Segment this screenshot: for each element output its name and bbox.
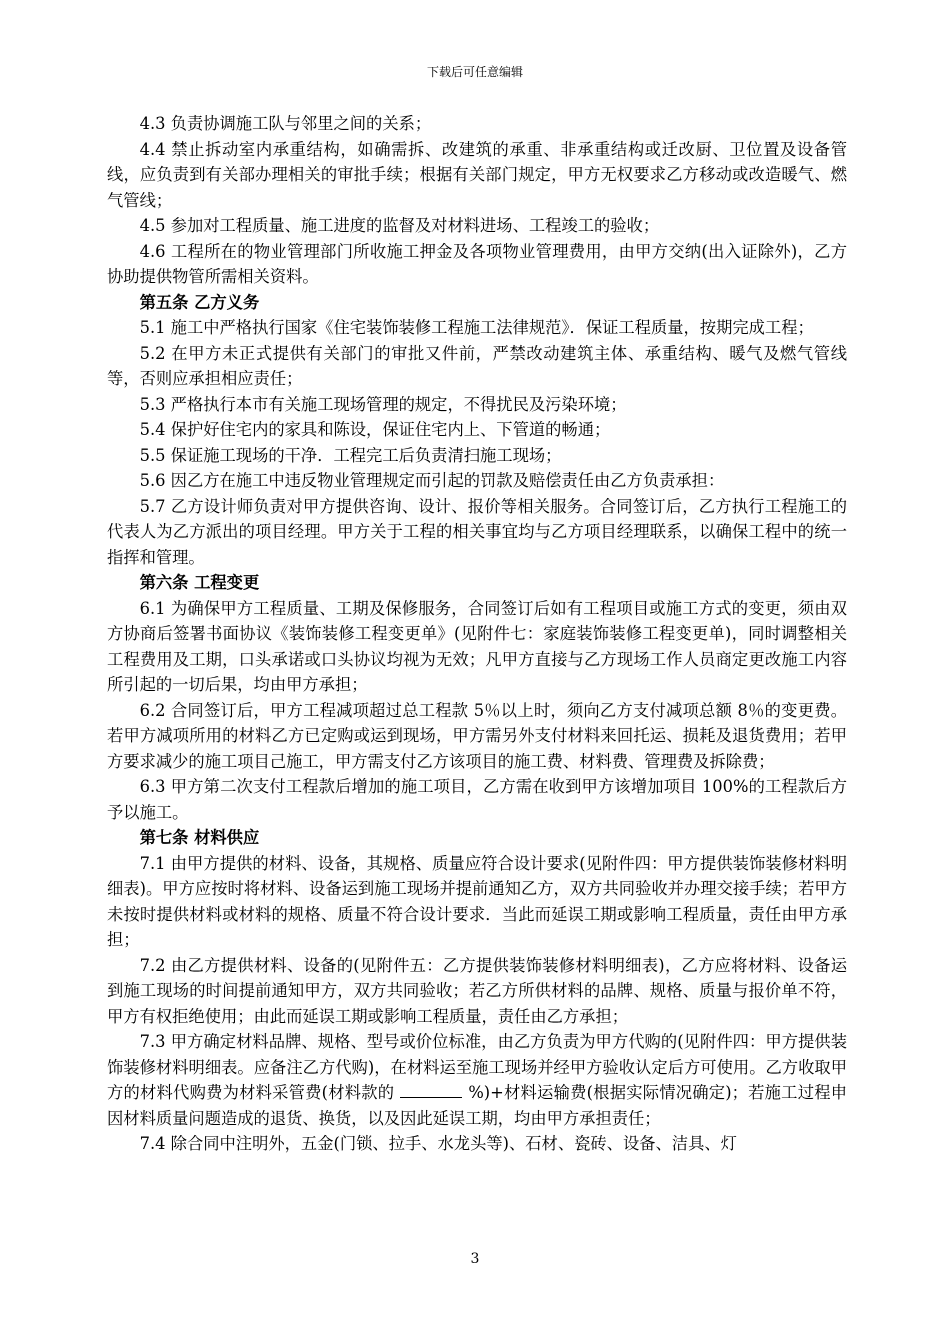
section-heading: 第五条 乙方义务 (139, 292, 260, 312)
paragraph: 6.2 合同签订后，甲方工程减项超过总工程款 5％以上时，须向乙方支付减项总额 8％的变更费。若甲方减项所用的材料乙方已定购或运到现场，甲方需另外支付材料来回托运、损耗及退货费用；若甲方要求减少的施工项目己施工，甲方需支付乙方该项目的施工费、材料费、管理费及拆除费； (107, 700, 848, 771)
paragraph: 5.7 乙方设计师负责对甲方提供咨询、设计、报价等相关服务。合同签订后，乙方执行工程施工的代表人为乙方派出的项目经理。甲方关于工程的相关事宜均与乙方项目经理联系，以确保工程中的统一指挥和管理。 (107, 496, 847, 567)
page-header (0, 64, 950, 80)
paragraph-text-after: %)+材料运输费(根据实际情况确定)；若施工过程申因材料质量问题造成的退货、换货，以及因此延误工期，均由甲方承担责任； (107, 1083, 848, 1128)
header-text: 下载后可任意编辑 (426, 65, 523, 79)
paragraph: 4.3 负责协调施工队与邻里之间的关系； (139, 114, 432, 133)
paragraph: 6.3 甲方第二次支付工程款后增加的施工项目，乙方需在收到甲方该增加项目 100%的工程款后方予以施工。 (107, 777, 847, 822)
page-number-text: 3 (470, 1251, 480, 1267)
paragraph: 4.5 参加对工程质量、施工进度的监督及对材料进场、工程竣工的验收； (139, 216, 660, 235)
paragraph: 7.2 由乙方提供材料、设备的(见附件五：乙方提供装饰装修材料明细表)，乙方应将材料、设备运到施工现场的时间提前通知甲方，双方共同验收；若乙方所供材料的品牌、规格、质量与报价单不符，甲方有权拒绝使用；由此而延误工期或影响工程质量，责任由乙方承担； (107, 955, 847, 1026)
page-number (0, 1250, 950, 1268)
paragraph-with-blank (107, 1029, 847, 1131)
fill-in-blank (400, 1081, 462, 1098)
paragraph-text-before: 7.3 甲方确定材料品牌、规格、型号或价位标准，由乙方负责为甲方代购的(见附件四：甲方提供装饰装修材料明细表。应备注乙方代购)，在材料运至施工现场并经甲方验收认定后方可使用。乙方收取甲方的材料代购费为材料采管费(材料款的 (107, 1032, 847, 1102)
paragraph: 5.5 保证施工现场的干净．工程完工后负责清扫施工现场； (139, 445, 562, 465)
section-heading: 第七条 材料供应 (139, 828, 260, 847)
paragraph: 5.2 在甲方未正式提供有关部门的审批又件前，严禁改动建筑主体、承重结构、暖气及燃气管线等，否则应承担相应责任； (107, 343, 847, 388)
paragraph: 5.4 保护好住宅内的家具和陈设，保证住宅内上、下管道的畅通； (139, 420, 611, 439)
paragraph: 5.3 严格执行本市有关施工现场管理的规定，不得扰民及污染环境； (139, 394, 627, 414)
paragraph: 4.4 禁止拆动室内承重结构，如确需拆、改建筑的承重、非承重结构或迁改厨、卫位置及设备管线，应负责到有关部办理相关的审批手续；根据有关部门规定，甲方无权要求乙方移动或改造暖气、燃气管线； (107, 139, 847, 210)
paragraph: 7.4 除合同中注明外，五金(门锁、拉手、水龙头等)、石材、瓷砖、设备、洁具、灯 (139, 1134, 737, 1153)
section-heading: 第六条 工程变更 (139, 573, 260, 592)
paragraph: 6.1 为确保甲方工程质量、工期及保修服务，合同签订后如有工程项目或施工方式的变更，须由双方协商后签署书面协议《装饰装修工程变更单》(见附件七：家庭装饰装修工程变更单)，同时调整相关工程费用及工期，口头承诺或口头协议均视为无效；凡甲方直接与乙方现场工作人员商定更改施工内容所引起的一切后果，均由甲方承担； (107, 598, 847, 694)
paragraph: 5.6 因乙方在施工中违反物业管理规定而引起的罚款及赔偿责任由乙方负责承担： (139, 471, 725, 490)
paragraph: 7.1 由甲方提供的材料、设备，其规格、质量应符合设计要求(见附件四：甲方提供装饰装修材料明细表)。甲方应按时将材料、设备运到施工现场并提前通知乙方，双方共同验收并办理交接手续；若甲方未按时提供材料或材料的规格、质量不符合设计要求．当此而延误工期或影响工程质量，责任由甲方承担； (107, 853, 847, 949)
paragraph: 4.6 工程所在的物业管理部门所收施工押金及各项物业管理费用，由甲方交纳(出入证除外)，乙方协助提供物管所需相关资料。 (107, 241, 847, 286)
paragraph: 5.1 施工中严格执行国家《住宅装饰装修工程施工法律规范》．保证工程质量，按期完成工程； (139, 318, 814, 337)
document-body (107, 111, 847, 1157)
